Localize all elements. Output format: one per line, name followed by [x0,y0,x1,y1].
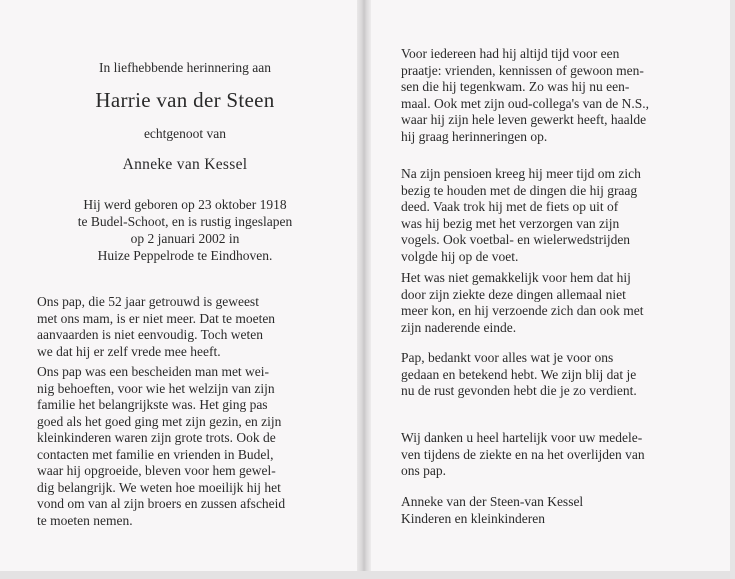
text-line: ons pap. [401,463,446,478]
birth-death-line: Huize Peppelrode te Eindhoven. [97,248,273,263]
birth-death-details [40,196,330,264]
text-line: vond om van al zijn broers en zussen afscheid [37,496,286,511]
text-line: Pap, bedankt voor alles wat je voor ons [401,350,614,365]
birth-death-line: Hij werd geboren op 23 oktober 1918 [83,197,287,212]
text-line: door zijn ziekte deze dingen allemaal niet [401,286,626,302]
right-paragraph-2 [401,166,641,265]
left-paragraph-2 [37,364,285,529]
text-line: deed. Vaak trok hij met de fiets op uit of [401,199,619,214]
text-line: waar hij zijn hele leven gewerkt heeft, haalde [401,112,647,127]
text-line: Na zijn pensioen kreeg hij meer tijd om zich [401,166,641,181]
signature-line: Anneke van der Steen-van Kessel [401,494,584,509]
right-paragraph-3 [401,270,644,336]
signature-line: Kinderen en kleinkinderen [401,510,545,526]
text-line: goed als het goed ging met zijn gezin, en zijn [37,413,282,429]
text-line: aanvaarden is niet eenvoudig. Toch weten [37,327,263,342]
text-line: hij graag herinneringen op. [401,128,548,144]
signature-block [401,494,583,527]
left-paragraph-1 [37,294,275,360]
text-line: familie het belangrijkste was. Het ging pas [37,397,268,412]
text-line: maal. Ook met zijn oud-collega's van de N.S., [401,95,649,111]
text-line: we dat hij er zelf vrede mee heeft. [37,343,221,359]
card-fold [357,0,371,579]
card-right-edge [730,0,735,579]
text-line: contacten met familie en vrienden in Budel, [37,446,274,462]
text-line: praatje: vrienden, kennissen of gewoon men- [401,62,644,78]
text-line: bezig te houden met de dingen die hij graag [401,182,638,198]
text-line: Voor iedereen had hij altijd tijd voor een [401,46,620,61]
text-line: Wij danken u heel hartelijk voor uw medele- [401,430,643,445]
text-line: sen die hij tegenkwam. Zo was hij nu een- [401,79,630,94]
text-line: Ons pap was een bescheiden man met wei- [37,364,270,379]
text-line: zijn naderende einde. [401,319,517,335]
text-line: was hij bezig met het verzorgen van zijn [401,215,620,231]
text-line: waar hij opgroeide, bleven voor hem gewel- [37,463,276,478]
text-line: meer kon, en hij verzoende zich dan ook met [401,303,644,318]
spouse-label: echtgenoot van [143,126,227,141]
right-paragraph-5 [401,430,645,480]
text-line: Het was niet gemakkelijk voor hem dat hij [401,270,631,285]
text-line: te moeten nemen. [37,512,133,528]
text-line: volgde hij op de voet. [401,248,519,264]
text-line: gedaan en betekend hebt. We zijn blij dat je [401,366,637,382]
text-line: nig behoeften, voor wie het welzijn van zijn [37,380,275,396]
spouse-name: Anneke van Kessel [122,156,248,173]
text-line: Ons pap, die 52 jaar getrouwd is geweest [37,294,259,309]
text-line: kleinkinderen waren zijn grote trots. Ook de [37,430,276,445]
text-line: nu de rust gevonden hebt die je zo verdient. [401,383,637,398]
text-line: ven tijdens de ziekte en na het overlijden van [401,446,645,462]
deceased-name: Harrie van der Steen [95,88,275,112]
text-line: vogels. Ook voetbal- en wielerwedstrijden [401,232,631,247]
text-line: dig belangrijk. We weten hoe moeilijk hij het [37,479,281,495]
right-paragraph-4 [401,350,637,400]
intro-text: In liefhebbende herinnering aan [98,60,272,75]
birth-death-line: te Budel-Schoot, en is rustig ingeslapen [77,214,293,229]
text-line: met ons mam, is er niet meer. Dat te moeten [37,310,276,326]
birth-death-line: op 2 januari 2002 in [130,231,240,246]
card-bottom-edge [0,571,735,579]
right-paragraph-1 [401,46,649,145]
